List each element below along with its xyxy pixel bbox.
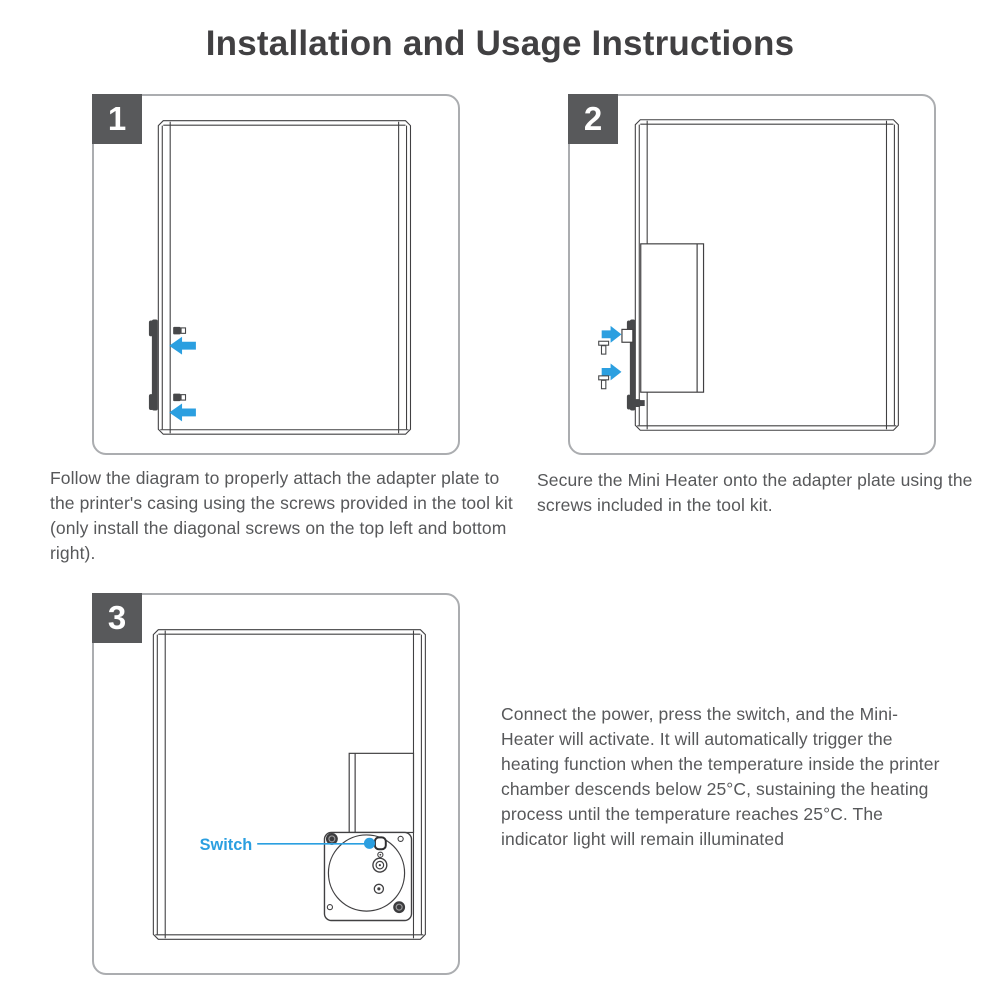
- printer-outline: [158, 121, 410, 434]
- screw-icon: [599, 376, 609, 389]
- heater-duct: [349, 753, 413, 832]
- screw-icon: [599, 341, 609, 354]
- arrow-left-icon: [169, 337, 196, 355]
- step-2-panel: [568, 94, 936, 455]
- arrow-left-icon: [169, 404, 196, 422]
- screw-icon: [173, 394, 185, 401]
- page-title: Installation and Usage Instructions: [205, 24, 795, 63]
- step-3-diagram: [94, 595, 458, 973]
- mounting-boss: [622, 329, 633, 342]
- step-2-number: 2: [583, 100, 603, 137]
- screw-icon: [173, 327, 185, 334]
- step-3-caption: Connect the power, press the switch, and the Mini-Heater will activate. It will automatically trigger the heating function when the temperature inside the printer chamber descends below 25°C, sustaining the heating process until the temperature reaches 25°C. The indicator light will remain illuminated: [501, 704, 940, 849]
- step-2-diagram: [570, 96, 934, 453]
- switch-button: [364, 838, 375, 849]
- step-1-number: 1: [107, 100, 127, 137]
- arrow-right-icon: [602, 326, 622, 343]
- step-3-panel: [92, 593, 460, 975]
- switch-label: Switch: [199, 835, 253, 854]
- step-2-caption: Secure the Mini Heater onto the adapter plate using the screws included in the tool kit.: [537, 470, 973, 515]
- switch-housing: [375, 837, 386, 849]
- installed-screw-icon: [631, 399, 644, 407]
- step-3-number: 3: [107, 599, 127, 636]
- step-1-diagram: [94, 96, 458, 453]
- step-1-panel: [92, 94, 460, 455]
- step-1-caption: Follow the diagram to properly attach the adapter plate to the printer's casing using the screws provided in the tool kit (only install the diagonal screws on the top left and bottom right).: [50, 468, 513, 563]
- adapter-plate: [149, 319, 158, 410]
- corner-screw-icon: [393, 901, 405, 913]
- mini-heater: [641, 244, 704, 392]
